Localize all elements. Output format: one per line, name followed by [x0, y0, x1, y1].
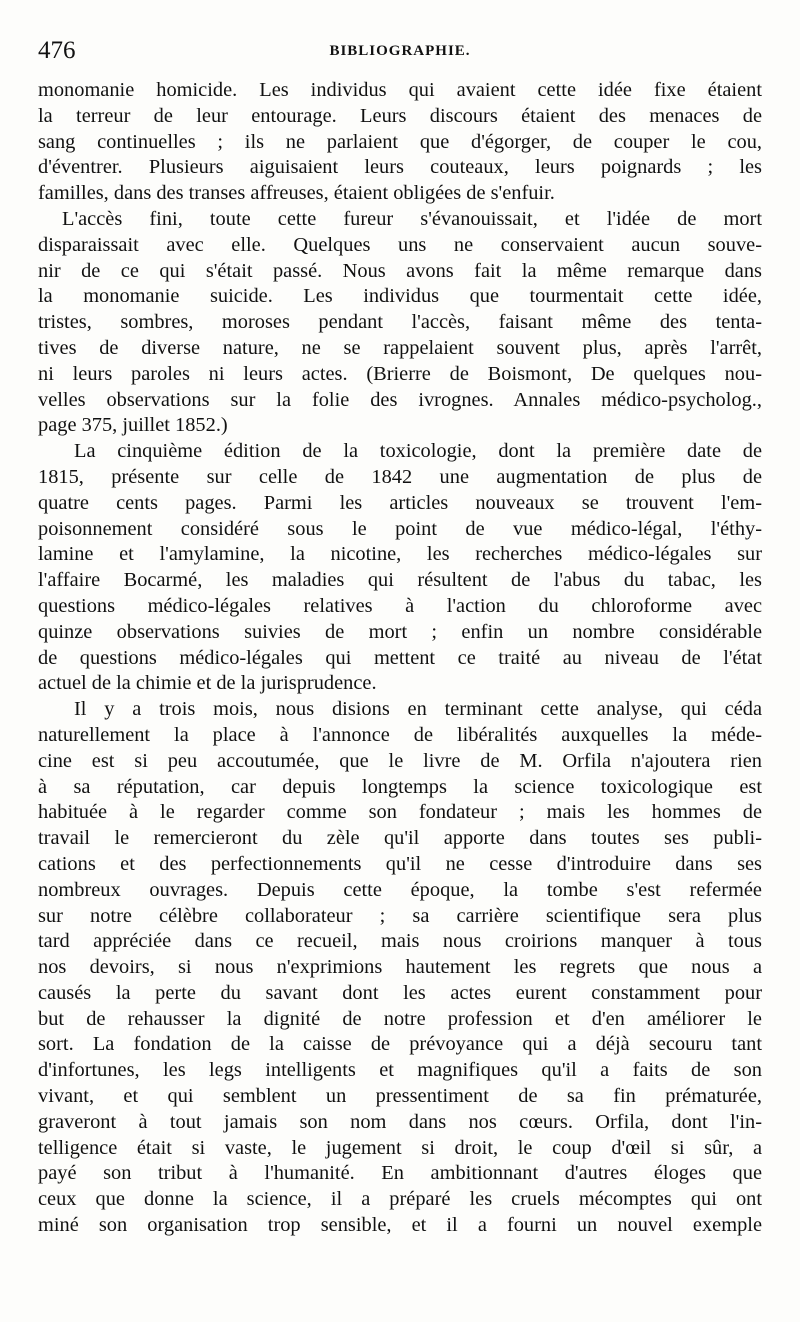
- text-line: L'accès fini, toute cette fureur s'évanouissait, et l'idée de mort: [62, 207, 762, 230]
- text-line: tristes, sombres, moroses pendant l'accès, faisant même des tenta-: [38, 311, 762, 334]
- text-line: d'infortunes, les legs intelligents et magnifiques qu'il a faits de son: [38, 1059, 762, 1082]
- text-line: telligence était si vaste, le jugement si droit, le coup d'œil si sûr, a: [38, 1136, 762, 1159]
- text-line: monomanie homicide. Les individus qui avaient cette idée fixe étaient: [38, 79, 762, 101]
- text-line: La cinquième édition de la toxicologie, dont la première date de: [74, 440, 762, 463]
- body-text: [38, 78, 762, 1239]
- text-line: lamine et l'amylamine, la nicotine, les recherches médico-légales sur: [38, 543, 762, 566]
- text-line: poisonnement considéré sous le point de vue médico-légal, l'éthy-: [38, 517, 762, 540]
- text-line: graveront à tout jamais son nom dans nos cœurs. Orfila, dont l'in-: [38, 1110, 762, 1133]
- text-line: l'affaire Bocarmé, les maladies qui résultent de l'abus du tabac, les: [38, 569, 762, 592]
- text-line: la terreur de leur entourage. Leurs discours étaient des menaces de: [38, 104, 762, 127]
- text-line: miné son organisation trop sensible, et il a fourni un nouvel exemple: [38, 1214, 762, 1237]
- text-line: actuel de la chimie et de la jurisprudence.: [38, 672, 377, 695]
- text-line: la monomanie suicide. Les individus que tourmentait cette idée,: [38, 285, 762, 308]
- text-line: sur notre célèbre collaborateur ; sa carrière scientifique sera plus: [38, 904, 762, 927]
- text-line: sort. La fondation de la caisse de prévoyance qui a déjà secouru tant: [38, 1033, 762, 1056]
- text-line: page 375, juillet 1852.): [38, 414, 228, 437]
- text-line: quatre cents pages. Parmi les articles nouveaux se trouvent l'em-: [38, 491, 762, 514]
- text-line: tard appréciée dans ce recueil, mais nous croirions manquer à tous: [38, 930, 762, 953]
- text-line: ni leurs paroles ni leurs actes. (Brierre de Boismont, De quelques nou-: [38, 362, 762, 385]
- text-line: Il y a trois mois, nous disions en terminant cette analyse, qui céda: [74, 698, 762, 721]
- text-line: tives de diverse nature, ne se rappelaient souvent plus, après l'arrêt,: [38, 336, 762, 359]
- text-line: familles, dans des transes affreuses, étaient obligées de s'enfuir.: [38, 182, 555, 205]
- text-line: questions médico-légales relatives à l'action du chloroforme avec: [38, 594, 762, 617]
- text-line: cine est si peu accoutumée, que le livre de M. Orfila n'ajoutera rien: [38, 749, 762, 772]
- page-header: [38, 36, 762, 66]
- text-line: sang continuelles ; ils ne parlaient que d'égorger, de couper le cou,: [38, 130, 762, 153]
- text-line: 1815, présente sur celle de 1842 une augmentation de plus de: [38, 465, 762, 488]
- text-line: but de rehausser la dignité de notre profession et d'en améliorer le: [38, 1007, 762, 1030]
- page-number: 476: [38, 37, 76, 64]
- running-head: BIBLIOGRAPHIE.: [329, 43, 471, 59]
- text-line: quinze observations suivies de mort ; enfin un nombre considérable: [38, 620, 762, 643]
- text-line: ceux que donne la science, il a préparé les cruels mécomptes qui ont: [38, 1188, 762, 1211]
- text-line: disparaissait avec elle. Quelques uns ne conservaient aucun souve-: [38, 233, 762, 256]
- text-line: naturellement la place à l'annonce de libéralités auxquelles la méde-: [38, 723, 762, 746]
- text-line: d'éventrer. Plusieurs aiguisaient leurs couteaux, leurs poignards ; les: [38, 156, 762, 179]
- text-line: nos devoirs, si nous n'exprimions hautement les regrets que nous a: [38, 956, 762, 979]
- text-line: cations et des perfectionnements qu'il ne cesse d'introduire dans ses: [38, 852, 762, 875]
- text-line: à sa réputation, car depuis longtemps la science toxicologique est: [38, 775, 762, 798]
- text-line: nir de ce qui s'était passé. Nous avons fait la même remarque dans: [38, 259, 762, 282]
- text-line: habituée à le regarder comme son fondateur ; mais les hommes de: [38, 801, 762, 824]
- text-line: vivant, et qui semblent un pressentiment de sa fin prématurée,: [38, 1085, 762, 1108]
- text-line: nombreux ouvrages. Depuis cette époque, la tombe s'est refermée: [38, 878, 762, 901]
- text-line: velles observations sur la folie des ivrognes. Annales médico-psycholog.,: [38, 388, 762, 411]
- text-line: de questions médico-légales qui mettent ce traité au niveau de l'état: [38, 646, 762, 669]
- text-line: travail le remercieront du zèle qu'il apporte dans toutes ses publi-: [38, 827, 762, 850]
- text-line: payé son tribut à l'humanité. En ambitionnant d'autres éloges que: [38, 1162, 762, 1185]
- text-line: causés la perte du savant dont les actes eurent constamment pour: [38, 981, 762, 1004]
